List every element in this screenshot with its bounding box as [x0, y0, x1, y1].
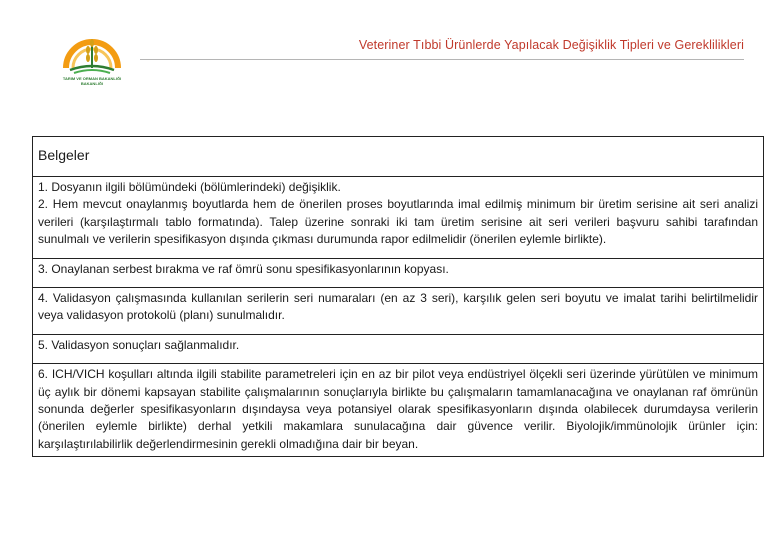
table-row [33, 177, 764, 259]
document-item-6 [33, 364, 764, 457]
sun-wheat-logo-icon [56, 28, 128, 76]
page-title: Veteriner Tıbbi Ürünlerde Yapılacak Değişiklik Tipleri ve Gereklilikleri [358, 38, 744, 52]
header-divider [140, 59, 744, 60]
table-row [33, 334, 764, 363]
documents-table [32, 136, 764, 457]
document-item-2: 2. Hem mevcut onaylanmış boyutlarda hem de önerilen proses boyutlarında imal edilmiş minimum bir üretim serisine ait seri analizi verileri (karşılaştırmalı tablo formatında). Talep üzerine sonraki iki tam üretim serisine ait seri verileri başvuru sahibi tarafından sunulmalı ve verilerin spesifikasyon dışında çıkması durumunda rapor edilmelidir (önerilen eylemle birlikte). [38, 197, 758, 247]
document-item-5-text: 5. Validasyon sonuçları sağlanmalıdır. [38, 337, 240, 352]
document-item-3-text: 3. Onaylanan serbest bırakma ve raf ömrü sonu spesifikasyonlarının kopyası. [38, 261, 449, 276]
logo-text-line1: TARIM VE ORMAN BAKANLIĞI [62, 76, 122, 81]
document-item-4-text: 4. Validasyon çalışmasında kullanılan serilerin seri numaraları (en az 3 seri), karşılık gelen seri boyutu ve imalat tarihi belirtilmelidir veya validasyon protokolü (planı) sunulmalıdır. [38, 291, 758, 323]
document-item-1: 1. Dosyanın ilgili bölümündeki (bölümlerindeki) değişiklik. [38, 180, 341, 194]
document-item-4 [33, 288, 764, 335]
document-item-6-text: 6. ICH/VICH koşulları altında ilgili stabilite parametreleri için en az bir pilot veya endüstriyel ölçekli seri üzerinde yürütülen ve minimum üç aylık bir dönemi kapsayan stabilite çalışmalarının sonuçlarıyla birlikte bu çalışmaların tamamlanacağına ve onaylanan raf ömrünün sonunda değerler spesifikasyonların dışındaysa veya potansiyel olarak spesifikasyonların dışında olabilecek durumdaysa verilerin (önerilen eylemle birlikte) derhal yetkili makamlara sunulacağına dair güvence verilir. Biyolojik/immünolojik ürünler için: karşılaştırılabilirlik değerlendirmesinin gerekli olmadığına dair bir beyan. [38, 367, 758, 451]
table-row [33, 364, 764, 457]
document-item-3 [33, 258, 764, 287]
logo-text-line2: BAKANLIĞI [80, 81, 104, 86]
ministry-logo [56, 28, 128, 90]
table-row [33, 288, 764, 335]
table-cell [33, 177, 764, 259]
table-heading: Belgeler [33, 137, 764, 177]
table-row [33, 258, 764, 287]
document-item-5 [33, 334, 764, 363]
table-header-row [33, 137, 764, 177]
